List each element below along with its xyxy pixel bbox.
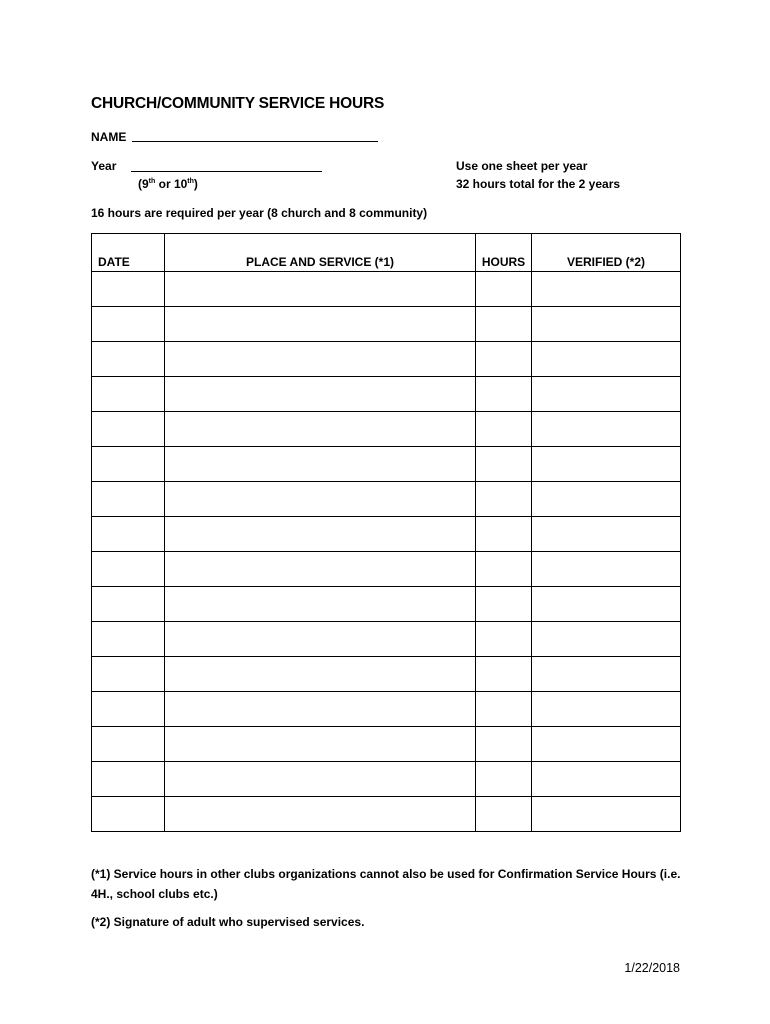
table-row (92, 342, 681, 377)
place-service-cell[interactable] (165, 797, 476, 832)
year-field[interactable] (131, 171, 322, 172)
verified-cell[interactable] (532, 307, 681, 342)
table-row (92, 482, 681, 517)
hours-cell[interactable] (476, 517, 532, 552)
place-service-cell[interactable] (165, 412, 476, 447)
place-service-cell[interactable] (165, 622, 476, 657)
date-cell[interactable] (92, 797, 165, 832)
verified-cell[interactable] (532, 552, 681, 587)
place-service-header: PLACE AND SERVICE (*1) (165, 234, 476, 272)
date-cell[interactable] (92, 622, 165, 657)
verified-cell[interactable] (532, 517, 681, 552)
table-row (92, 307, 681, 342)
table-header-row (92, 234, 681, 272)
place-service-cell[interactable] (165, 272, 476, 307)
footnote-2: (*2) Signature of adult who supervised services. (91, 915, 365, 929)
table-body (92, 272, 681, 832)
date-header: DATE (92, 234, 165, 272)
name-field[interactable] (132, 141, 378, 142)
verified-cell[interactable] (532, 587, 681, 622)
date-cell[interactable] (92, 587, 165, 622)
hours-cell[interactable] (476, 482, 532, 517)
table-row (92, 762, 681, 797)
hours-cell[interactable] (476, 797, 532, 832)
table-row (92, 552, 681, 587)
verified-cell[interactable] (532, 412, 681, 447)
table-row (92, 517, 681, 552)
hours-cell[interactable] (476, 762, 532, 797)
place-service-cell[interactable] (165, 517, 476, 552)
date-cell[interactable] (92, 517, 165, 552)
page-title: CHURCH/COMMUNITY SERVICE HOURS (91, 95, 385, 112)
table-row (92, 692, 681, 727)
verified-cell[interactable] (532, 482, 681, 517)
hours-cell[interactable] (476, 692, 532, 727)
table-row (92, 412, 681, 447)
table-row (92, 272, 681, 307)
hours-cell[interactable] (476, 447, 532, 482)
verified-cell[interactable] (532, 272, 681, 307)
verified-cell[interactable] (532, 727, 681, 762)
service-hours-table (91, 233, 681, 832)
table-row (92, 587, 681, 622)
date-cell[interactable] (92, 692, 165, 727)
total-note: 32 hours total for the 2 years (456, 177, 621, 191)
name-label: NAME (91, 130, 127, 144)
date-cell[interactable] (92, 307, 165, 342)
place-service-cell[interactable] (165, 692, 476, 727)
requirement-text: 16 hours are required per year (8 church and 8 community) (91, 206, 428, 220)
hours-cell[interactable] (476, 727, 532, 762)
verified-cell[interactable] (532, 377, 681, 412)
verified-header: VERIFIED (*2) (532, 234, 681, 272)
date-cell[interactable] (92, 377, 165, 412)
verified-cell[interactable] (532, 447, 681, 482)
table-row (92, 727, 681, 762)
table-row (92, 657, 681, 692)
verified-cell[interactable] (532, 797, 681, 832)
hours-cell[interactable] (476, 377, 532, 412)
hours-cell[interactable] (476, 552, 532, 587)
hours-cell[interactable] (476, 272, 532, 307)
place-service-cell[interactable] (165, 342, 476, 377)
hours-cell[interactable] (476, 307, 532, 342)
place-service-cell[interactable] (165, 307, 476, 342)
verified-cell[interactable] (532, 622, 681, 657)
date-cell[interactable] (92, 762, 165, 797)
place-service-cell[interactable] (165, 587, 476, 622)
table-row (92, 622, 681, 657)
grade-hint: (9th or 10th) (138, 177, 198, 191)
hours-cell[interactable] (476, 342, 532, 377)
footer-date: 1/22/2018 (624, 961, 680, 975)
verified-cell[interactable] (532, 342, 681, 377)
verified-cell[interactable] (532, 762, 681, 797)
place-service-cell[interactable] (165, 482, 476, 517)
date-cell[interactable] (92, 447, 165, 482)
place-service-cell[interactable] (165, 377, 476, 412)
date-cell[interactable] (92, 552, 165, 587)
hours-cell[interactable] (476, 587, 532, 622)
hours-cell[interactable] (476, 622, 532, 657)
date-cell[interactable] (92, 727, 165, 762)
table-row (92, 797, 681, 832)
table-row (92, 447, 681, 482)
place-service-cell[interactable] (165, 727, 476, 762)
date-cell[interactable] (92, 657, 165, 692)
year-label: Year (91, 159, 117, 173)
date-cell[interactable] (92, 482, 165, 517)
place-service-cell[interactable] (165, 657, 476, 692)
hours-cell[interactable] (476, 657, 532, 692)
verified-cell[interactable] (532, 692, 681, 727)
verified-cell[interactable] (532, 657, 681, 692)
place-service-cell[interactable] (165, 447, 476, 482)
date-cell[interactable] (92, 272, 165, 307)
hours-cell[interactable] (476, 412, 532, 447)
date-cell[interactable] (92, 412, 165, 447)
place-service-cell[interactable] (165, 552, 476, 587)
table-row (92, 377, 681, 412)
place-service-cell[interactable] (165, 762, 476, 797)
hours-header: HOURS (476, 234, 532, 272)
sheet-note: Use one sheet per year (456, 159, 588, 173)
date-cell[interactable] (92, 342, 165, 377)
footnote-1: (*1) Service hours in other clubs organizations cannot also be used for Confirmation Service Hours (i.e. 4H., school clubs etc.) (91, 867, 681, 901)
